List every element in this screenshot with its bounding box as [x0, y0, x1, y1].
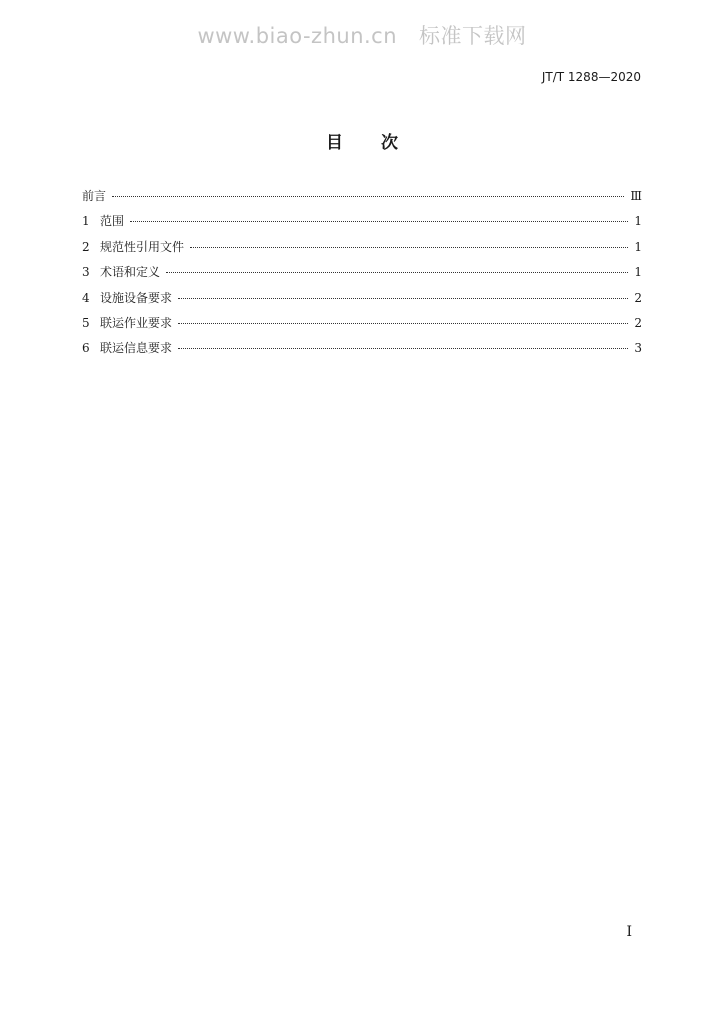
toc-entry-normative-references[interactable]	[82, 239, 642, 264]
toc-entry-page: Ⅲ	[630, 189, 642, 203]
watermark-site: www.biao-zhun.cn	[197, 24, 398, 48]
toc-entry-label: 规范性引用文件	[100, 239, 185, 254]
toc-entry-number: 6	[82, 341, 90, 356]
toc-entry-number: 4	[82, 290, 90, 305]
toc-entry-label: 范围	[100, 214, 125, 229]
toc-entry-facility-requirements[interactable]	[82, 290, 642, 315]
toc-entry-information-requirements[interactable]	[82, 340, 642, 365]
toc-entry-terms-definitions[interactable]	[82, 264, 642, 289]
toc-entry-operation-requirements[interactable]	[82, 315, 642, 340]
toc-entry-number: 3	[82, 265, 90, 280]
toc-entry-scope[interactable]	[82, 213, 642, 238]
toc-entry-foreword[interactable]	[82, 188, 642, 213]
toc-entry-page: 1	[634, 239, 642, 254]
toc-entry-number: 1	[82, 214, 90, 229]
toc-entry-page: 1	[634, 214, 642, 229]
toc-leader-dots	[178, 348, 628, 349]
toc-leader-dots	[130, 221, 628, 222]
toc-entry-number: 2	[82, 239, 90, 254]
toc-entry-page: 3	[634, 341, 642, 356]
toc-entry-label: 前言	[82, 189, 107, 203]
toc-entry-number: 5	[82, 315, 90, 330]
toc-entry-label: 联运信息要求	[100, 341, 173, 356]
toc-leader-dots	[112, 196, 624, 197]
toc-leader-dots	[178, 323, 628, 324]
toc-entry-page: 2	[634, 290, 642, 305]
toc-entry-page: 2	[634, 315, 642, 330]
toc-entry-label: 联运作业要求	[100, 315, 173, 330]
toc-entry-page: 1	[634, 265, 642, 280]
toc-leader-dots	[190, 247, 628, 248]
watermark	[0, 20, 724, 50]
page-number: I	[626, 924, 632, 940]
table-of-contents	[82, 188, 642, 366]
toc-entry-label: 术语和定义	[100, 265, 161, 280]
standard-code: JT/T 1288—2020	[541, 70, 641, 84]
toc-leader-dots	[166, 272, 628, 273]
toc-leader-dots	[178, 298, 628, 299]
toc-entry-label: 设施设备要求	[100, 290, 173, 305]
toc-title: 目次	[326, 133, 436, 153]
watermark-label: 标准下载网	[419, 24, 527, 48]
